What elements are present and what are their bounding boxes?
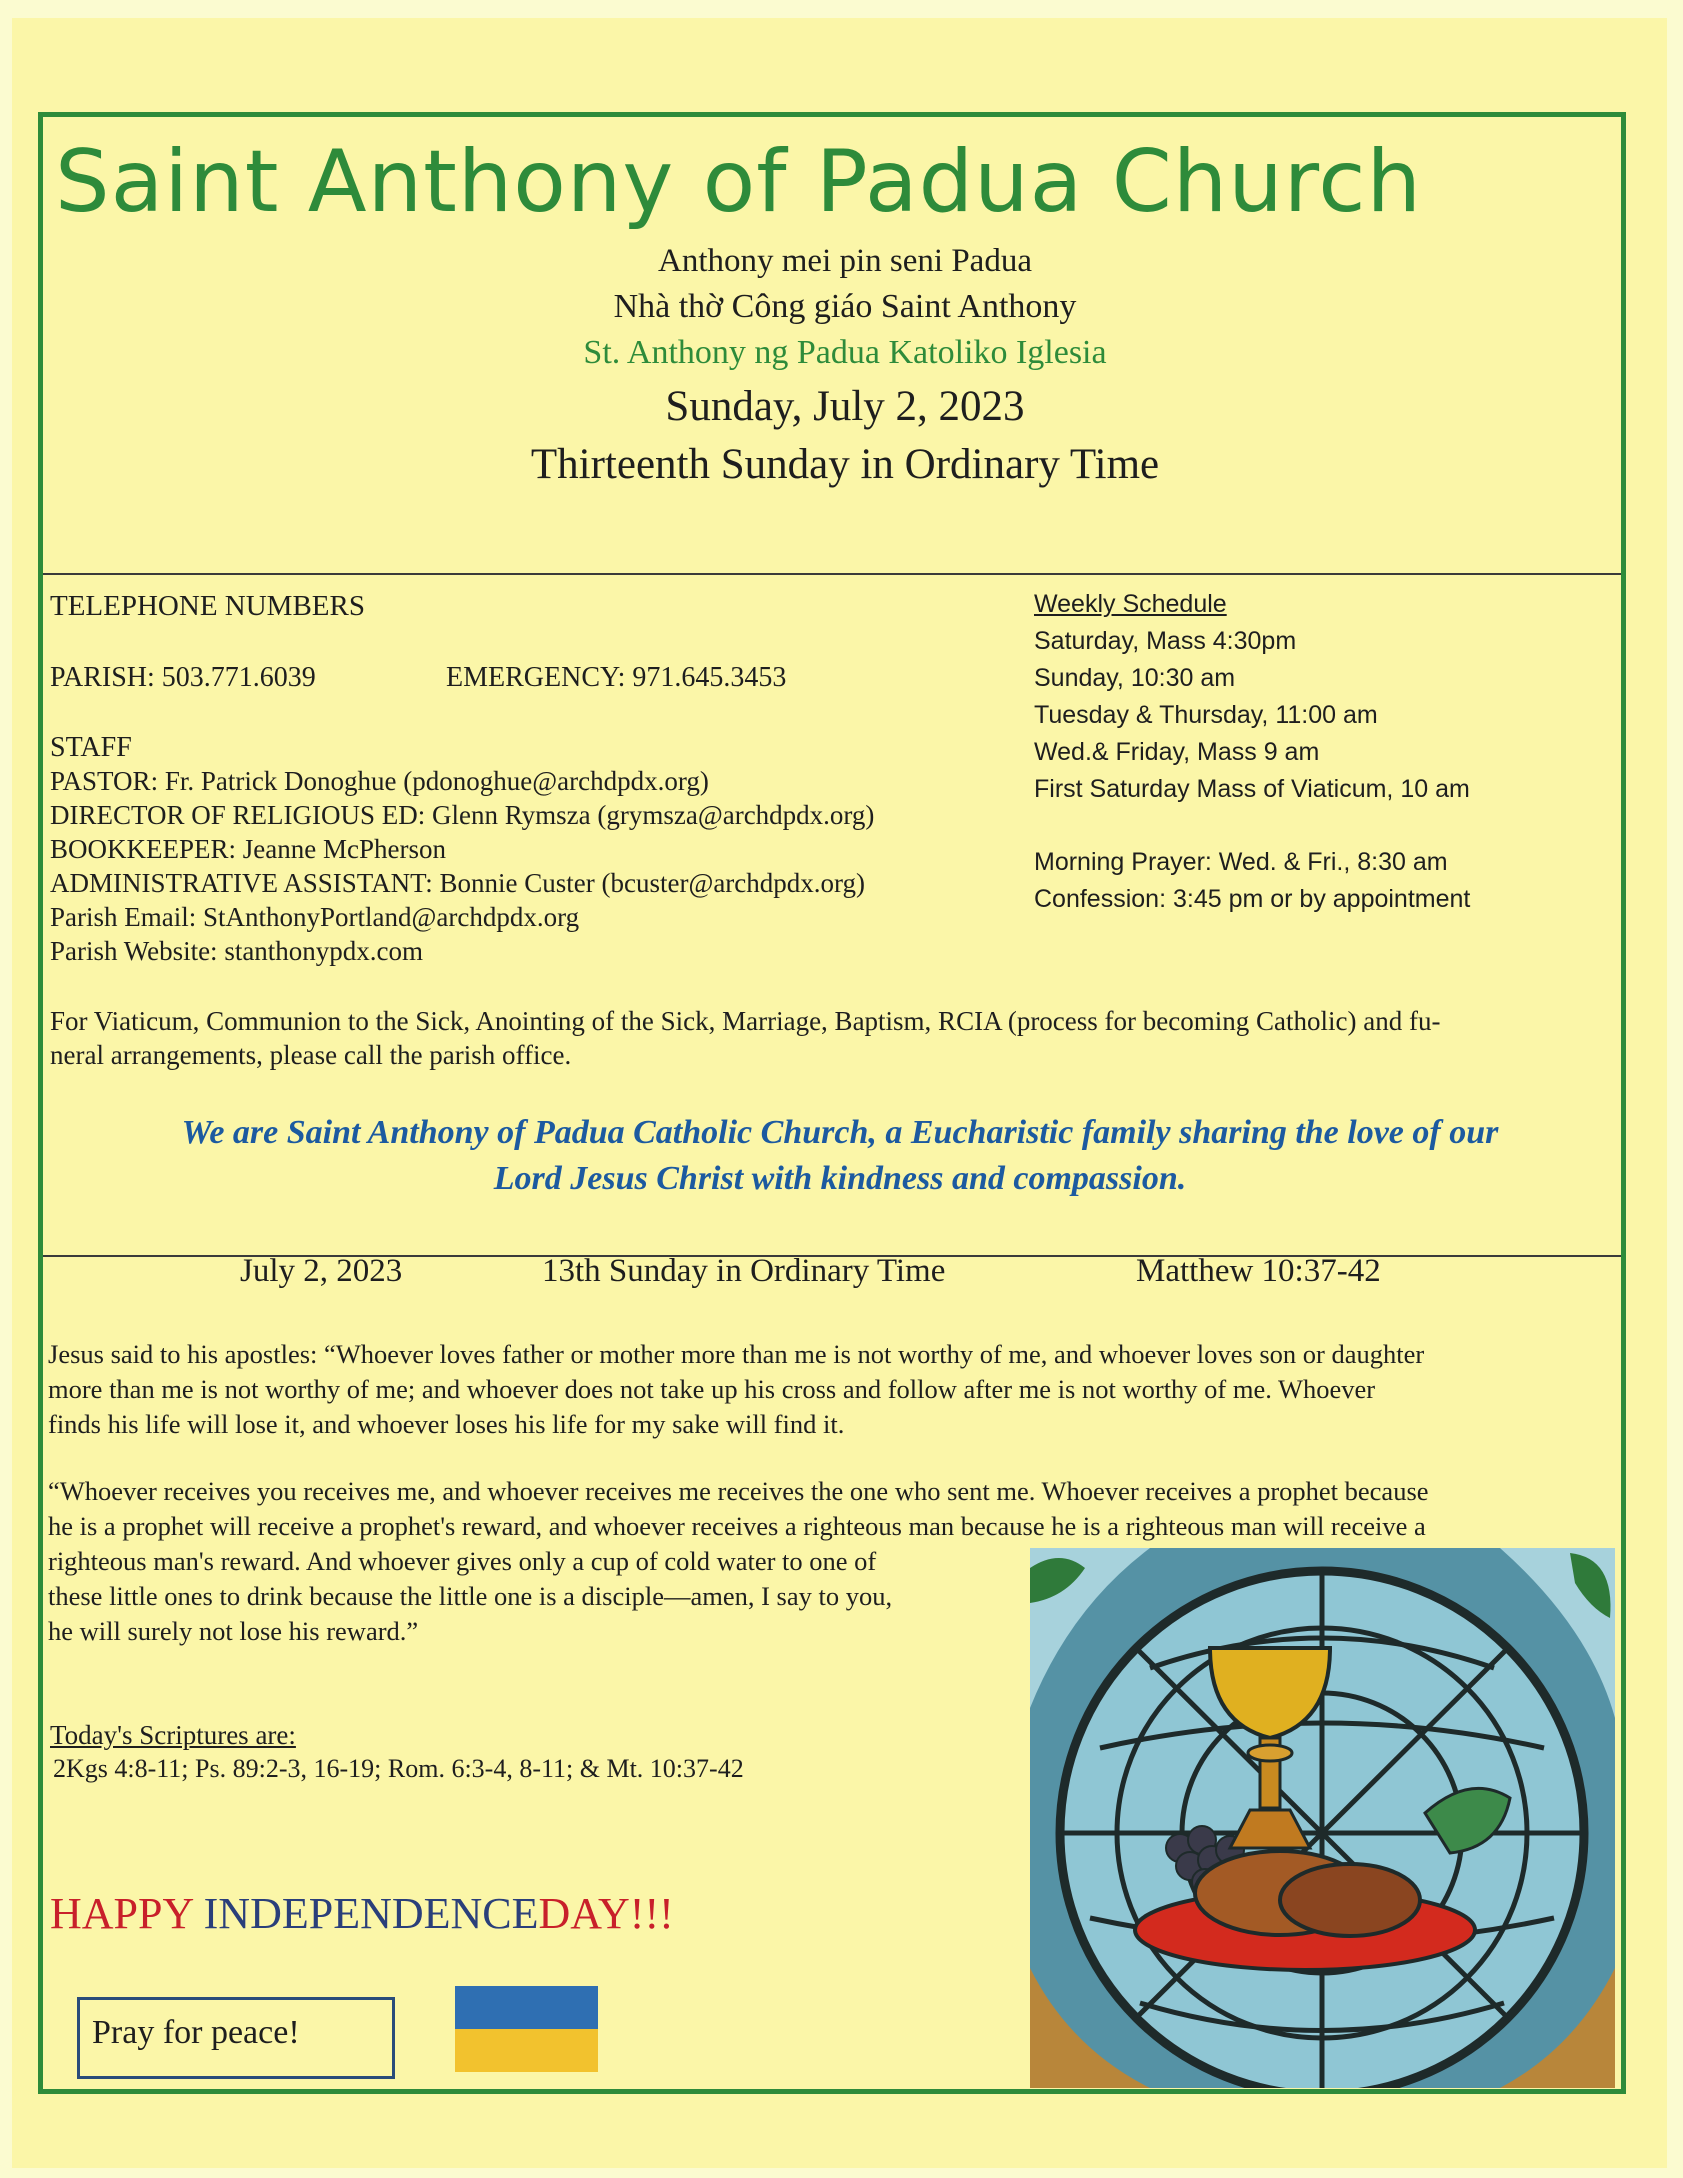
schedule-item: Wed.& Friday, Mass 9 am <box>1034 738 1320 766</box>
schedule-item: Sunday, 10:30 am <box>1034 664 1236 692</box>
occasion-line: Thirteenth Sunday in Ordinary Time <box>530 441 1160 488</box>
gospel-reference: Matthew 10:37-42 <box>1136 1253 1381 1289</box>
subtitle-tagalog: St. Anthony ng Padua Katoliko Iglesia <box>583 334 1107 371</box>
parish-email: Parish Email: StAnthonyPortland@archdpdx.org <box>50 902 580 932</box>
staff-admin-assistant: ADMINISTRATIVE ASSISTANT: Bonnie Custer (bcuster@archdpdx.org) <box>50 868 866 898</box>
schedule-heading: Weekly Schedule <box>1034 590 1227 618</box>
holiday-word-happy: HAPPY <box>50 1889 193 1938</box>
mission-line2: Lord Jesus Christ with kindness and compassion. <box>493 1160 1187 1197</box>
date-line: Sunday, July 2, 2023 <box>665 383 1025 430</box>
sacraments-note-line1: For Viaticum, Communion to the Sick, Anointing of the Sick, Marriage, Baptism, RCIA (process for becoming Catholic) and fu- <box>50 1006 1441 1036</box>
scriptures-heading: Today's Scriptures are: <box>50 1720 296 1750</box>
pray-for-peace-box <box>77 1997 395 2079</box>
morning-prayer: Morning Prayer: Wed. & Fri., 8:30 am <box>1034 848 1448 876</box>
parish-phone: PARISH: 503.771.6039 <box>50 662 316 693</box>
sacraments-note-line2: neral arrangements, please call the parish office. <box>50 1040 572 1070</box>
mission-statement <box>60 1110 1620 1202</box>
staff-religious-ed: DIRECTOR OF RELIGIOUS ED: Glenn Rymsza (grymsza@archdpdx.org) <box>50 800 875 830</box>
gospel-line: more than me is not worthy of me; and whoever does not take up his cross and follow after me is not worthy of me. Whoever <box>48 1374 1376 1404</box>
subtitle-vietnamese: Nhà thờ Công giáo Saint Anthony <box>613 288 1077 325</box>
gospel-line: he is a prophet will receive a prophet's reward, and whoever receives a righteous man because he is a righteous man will receive a <box>48 1511 1426 1541</box>
emergency-phone: EMERGENCY: 971.645.3453 <box>446 662 787 693</box>
church-title: Saint Anthony of Padua Church <box>55 132 1423 232</box>
confession: Confession: 3:45 pm or by appointment <box>1034 885 1471 913</box>
holiday-greeting <box>50 1888 674 1939</box>
schedule-item: Saturday, Mass 4:30pm <box>1034 627 1297 655</box>
staff-pastor: PASTOR: Fr. Patrick Donoghue (pdonoghue@archdpdx.org) <box>50 766 709 796</box>
gospel-line: these little ones to drink because the little one is a disciple—amen, I say to you, <box>48 1581 893 1611</box>
gospel-line: Jesus said to his apostles: “Whoever loves father or mother more than me is not worthy of me, and whoever loves son or daughter <box>48 1339 1425 1369</box>
gospel-line: he will surely not lose his reward.” <box>48 1616 419 1646</box>
schedule-item: First Saturday Mass of Viaticum, 10 am <box>1034 775 1470 803</box>
subtitle-chuukese: Anthony mei pin seni Padua <box>658 243 1032 279</box>
schedule-item: Tuesday & Thursday, 11:00 am <box>1034 701 1378 729</box>
pray-for-peace-text: Pray for peace! <box>92 2014 300 2051</box>
gospel-paragraph-1 <box>48 1337 1628 1442</box>
mission-line1: We are Saint Anthony of Padua Catholic Church, a Eucharistic family sharing the love of our <box>181 1114 1499 1151</box>
gospel-sunday: 13th Sunday in Ordinary Time <box>542 1253 946 1289</box>
ukraine-flag <box>455 1986 598 2072</box>
gospel-line: righteous man's reward. And whoever gives only a cup of cold water to one of <box>48 1546 877 1576</box>
scriptures-list: 2Kgs 4:8-11; Ps. 89:2-3, 16-19; Rom. 6:3-4, 8-11; & Mt. 10:37-42 <box>53 1754 744 1783</box>
staff-bookkeeper: BOOKKEEPER: Jeanne McPherson <box>50 834 446 864</box>
gospel-date: July 2, 2023 <box>240 1253 403 1289</box>
chalice-graphic <box>1030 1548 1615 2088</box>
parish-website: Parish Website: stanthonypdx.com <box>50 936 424 966</box>
gospel-line: “Whoever receives you receives me, and whoever receives me receives the one who sent me. Whoever receives a prophet because <box>48 1476 1429 1506</box>
holiday-word-independence: INDEPENDENCE <box>203 1889 539 1938</box>
gospel-line: finds his life will lose it, and whoever loses his life for my sake will find it. <box>48 1409 845 1439</box>
holiday-word-day: DAY!!! <box>538 1889 674 1938</box>
stained-glass-chalice-image <box>1030 1548 1615 2088</box>
telephone-heading: TELEPHONE NUMBERS <box>50 590 365 622</box>
staff-heading: STAFF <box>50 732 132 763</box>
